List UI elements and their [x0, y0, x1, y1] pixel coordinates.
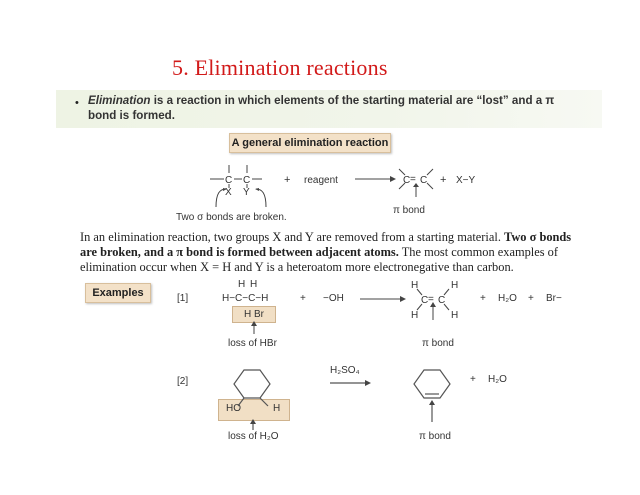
- plus-sign: +: [284, 174, 291, 186]
- byproduct-xy: X−Y: [456, 175, 476, 186]
- product-h: H: [451, 310, 459, 321]
- slide-title: 5. Elimination reactions: [172, 55, 388, 80]
- example-1-number: [1]: [177, 293, 189, 304]
- reactant-highlight-box: H Br: [232, 306, 276, 323]
- paragraph-text: The most common examples of: [398, 245, 558, 259]
- product-h: H: [411, 310, 419, 321]
- definition-box: [56, 90, 602, 128]
- definition-line-1: [88, 94, 554, 107]
- group-x: X: [225, 187, 232, 198]
- hydroxide-reagent: −OH: [323, 293, 344, 304]
- definition-term: Elimination: [88, 94, 151, 107]
- carbon-1: C: [225, 175, 233, 186]
- definition-text: is a reaction in which elements of the starting material are “lost” and a π: [150, 94, 555, 107]
- product-carbon: C: [438, 295, 446, 306]
- general-reaction-label: A general elimination reaction: [229, 133, 391, 153]
- water-byproduct: H₂O: [488, 374, 507, 385]
- pi-bond-caption: π bond: [419, 431, 451, 442]
- paragraph-bold: Two σ bonds: [504, 230, 572, 244]
- definition-line-2: bond is formed.: [88, 109, 175, 122]
- paragraph-bold: are broken, and a π bond is formed between adjacent atoms.: [80, 245, 399, 259]
- paragraph-text: elimination occur when X = H and Y is a heteroatom more electronegative than carbon.: [80, 260, 514, 274]
- sulfuric-acid-label: H₂SO₄: [330, 365, 360, 376]
- svg-text:=: =: [428, 294, 434, 305]
- plus-sign: +: [440, 174, 447, 186]
- examples-label: Examples: [85, 283, 151, 303]
- loss-of-hbr-caption: loss of HBr: [228, 338, 277, 349]
- explanation-paragraph: [80, 230, 600, 275]
- hydrogen-atom: H: [273, 403, 281, 414]
- plus-sign: +: [300, 293, 306, 304]
- bullet-icon: •: [75, 97, 79, 109]
- product-h: H: [451, 280, 459, 291]
- paragraph-text: In an elimination reaction, two groups X and Y are removed from a starting material.: [80, 230, 505, 244]
- pi-bond-caption: π bond: [422, 338, 454, 349]
- product-carbon-2: C: [420, 175, 428, 186]
- plus-sign: +: [480, 293, 486, 304]
- bromide-byproduct: Br−: [546, 293, 562, 304]
- pi-bond-caption: π bond: [393, 205, 425, 216]
- cyclohexanol-ring: [234, 370, 270, 398]
- reactant-top-h: H H: [238, 279, 259, 290]
- product-carbon-1: C: [403, 175, 411, 186]
- product-h: H: [411, 280, 419, 291]
- carbon-2: C: [243, 175, 251, 186]
- svg-text:=: =: [410, 174, 416, 185]
- product-carbon: C: [421, 295, 429, 306]
- reagent-label: reagent: [304, 175, 338, 186]
- example-2-number: [2]: [177, 376, 189, 387]
- plus-sign: +: [528, 293, 534, 304]
- hydroxyl-group: HO: [226, 403, 241, 414]
- example-2-diagram: [230, 360, 560, 440]
- group-y: Y: [243, 187, 250, 198]
- loss-of-water-caption: loss of H₂O: [228, 431, 279, 442]
- reactant-chain: H−C−C−H: [222, 293, 269, 304]
- example-1-diagram: [220, 280, 480, 340]
- water-byproduct: H₂O: [498, 293, 517, 304]
- sigma-bonds-caption: Two σ bonds are broken.: [176, 212, 287, 223]
- plus-sign: +: [470, 374, 476, 385]
